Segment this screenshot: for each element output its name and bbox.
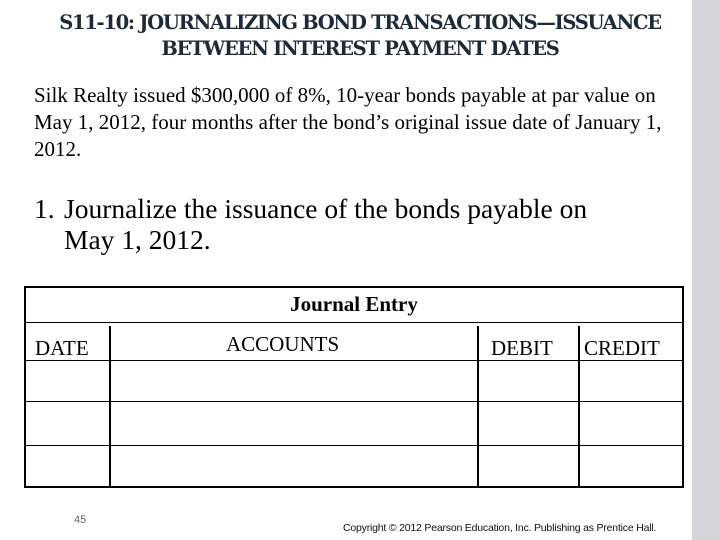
question: [34, 193, 694, 255]
journal-title: Journal Entry: [290, 292, 418, 316]
intro-paragraph: Silk Realty issued $300,000 of 8%, 10-year bonds payable at par value on May 1, 2012, four months after the bond’s original issue date of January 1, 2012.: [34, 83, 662, 161]
slide-title: [30, 10, 690, 62]
row-divider-1: [26, 401, 682, 402]
header-accounts: ACCOUNTS: [226, 332, 340, 356]
page-number: 45: [74, 514, 87, 526]
column-divider-accounts: [477, 326, 479, 486]
right-decorative-bar: [692, 0, 720, 540]
header-date: DATE: [35, 336, 89, 360]
header-credit: CREDIT: [584, 336, 660, 360]
journal-entry-table: [24, 286, 684, 488]
column-divider-date: [109, 326, 111, 486]
journal-title-divider: [26, 322, 682, 323]
row-divider-2: [26, 445, 682, 446]
question-line2: May 1, 2012.: [64, 224, 211, 255]
question-number: 1.: [34, 193, 55, 224]
slide-title-line1: S11-10: JOURNALIZING BOND TRANSACTIONS—ISSUANCE: [59, 11, 661, 34]
header-debit: DEBIT: [491, 336, 553, 360]
question-line1-row: [34, 193, 694, 224]
column-divider-debit: [578, 326, 580, 486]
copyright-notice: Copyright © 2012 Pearson Education, Inc. Publishing as Prentice Hall.: [343, 522, 657, 534]
question-line1: Journalize the issuance of the bonds payable on: [64, 193, 588, 224]
slide-title-line2: BETWEEN INTEREST PAYMENT DATES: [161, 37, 559, 60]
